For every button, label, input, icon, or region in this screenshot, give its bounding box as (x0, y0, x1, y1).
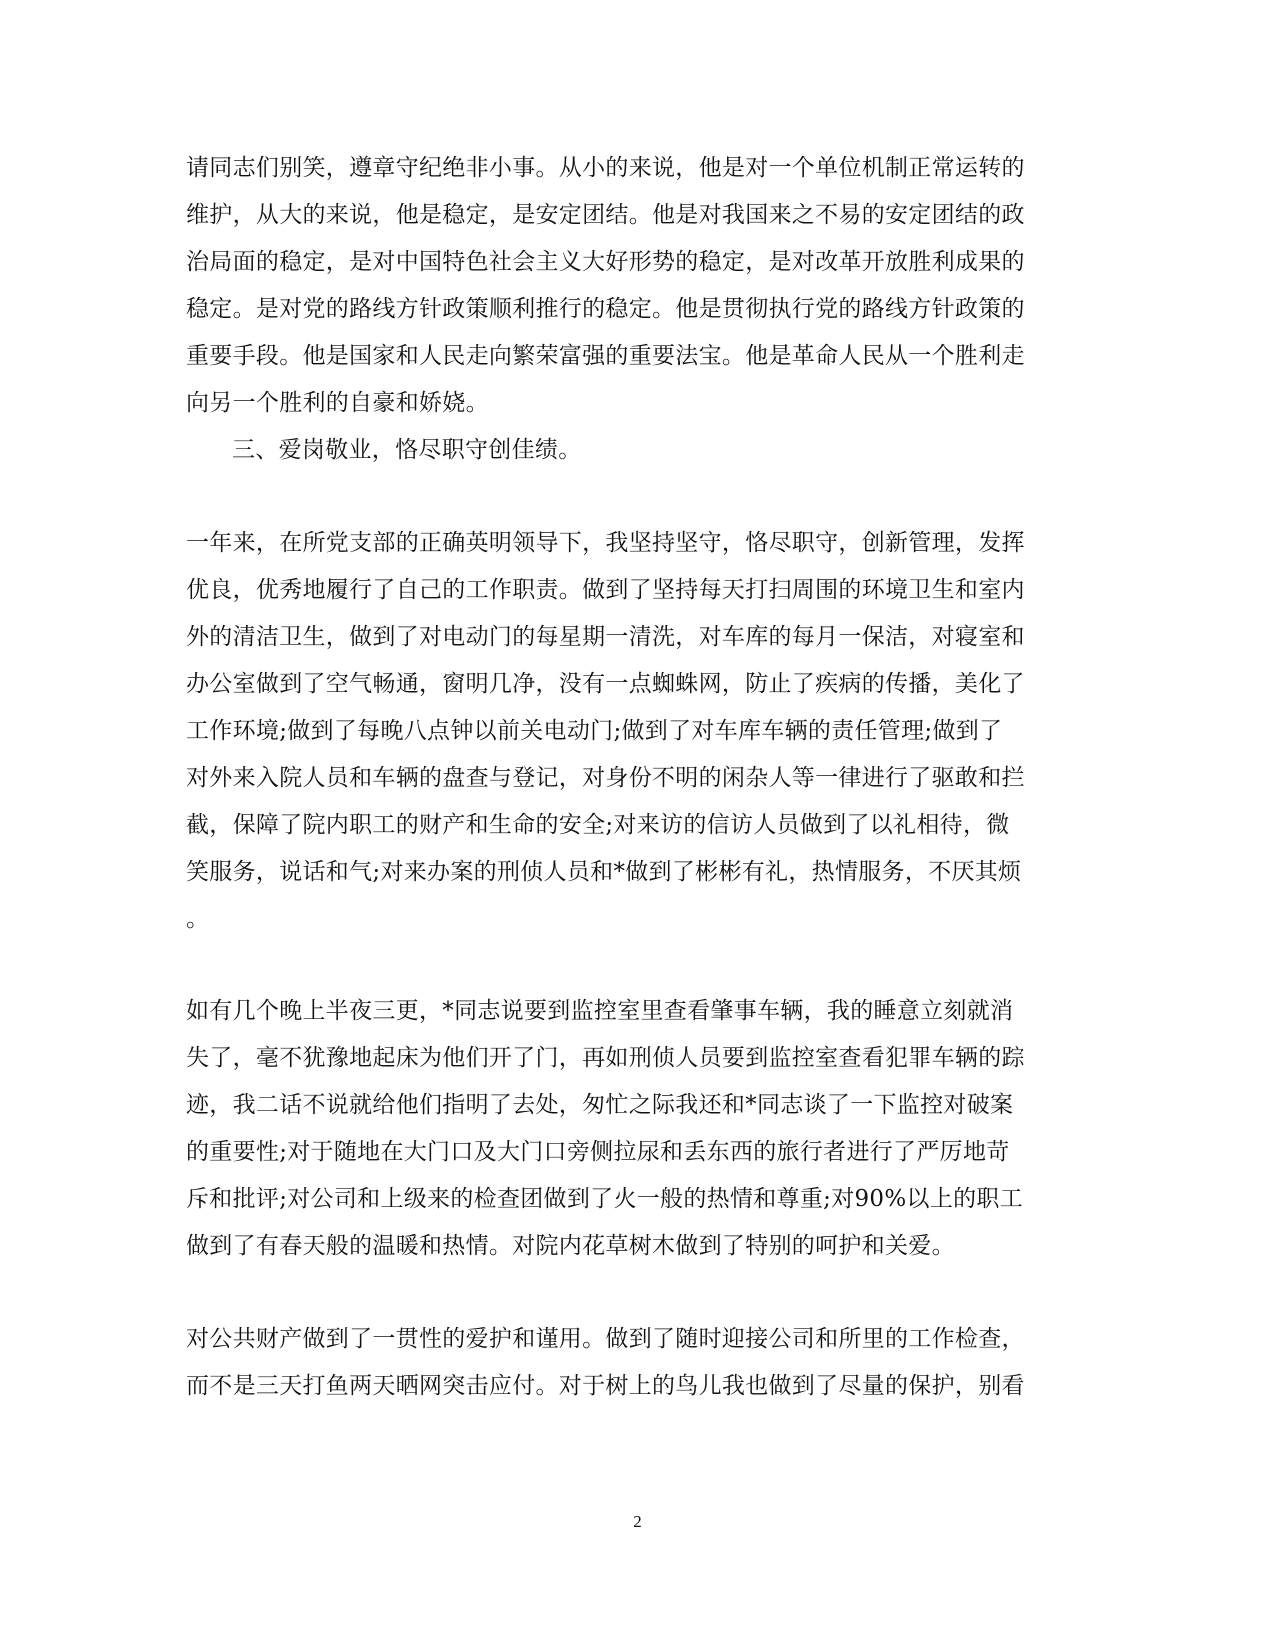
text-line: 的重要性;对于随地在大门口及大门口旁侧拉尿和丢东西的旅行者进行了严厉地苛 (186, 1139, 1010, 1165)
text-line: 工作环境;做到了每晚八点钟以前关电动门;做到了对车库车辆的责任管理;做到了 (186, 718, 1003, 744)
text-line: 斥和批评;对公司和上级来的检查团做到了火一般的热情和尊重;对90%以上的职工 (186, 1186, 1024, 1212)
text-line: 失了，毫不犹豫地起床为他们开了门，再如刑侦人员要到监控室查看犯罪车辆的踪 (186, 1045, 1025, 1071)
text-line: 一年来，在所党支部的正确英明领导下，我坚持坚守，恪尽职守，创新管理，发挥 (186, 530, 1025, 556)
page-number: 2 (633, 1512, 642, 1531)
text-line: 截，保障了院内职工的财产和生命的安全;对来访的信访人员做到了以礼相待，微 (186, 812, 1010, 838)
text-line: 做到了有春天般的温暖和热情。对院内花草树木做到了特别的呵护和关爱。 (186, 1233, 955, 1259)
text-line: 维护，从大的来说，他是稳定，是安定团结。他是对我国来之不易的安定团结的政 (186, 202, 1025, 228)
text-line: 而不是三天打鱼两天晒网突击应付。对于树上的鸟儿我也做到了尽量的保护，别看 (186, 1373, 1025, 1399)
text-line: 重要手段。他是国家和人民走向繁荣富强的重要法宝。他是革命人民从一个胜利走 (186, 343, 1025, 369)
text-line: 请同志们别笑，遵章守纪绝非小事。从小的来说，他是对一个单位机制正常运转的 (186, 155, 1025, 181)
section-heading: 三、爱岗敬业，恪尽职守创佳绩。 (232, 437, 582, 463)
text-line: 向另一个胜利的自豪和娇娆。 (186, 390, 489, 416)
text-line: 稳定。是对党的路线方针政策顺利推行的稳定。他是贯彻执行党的路线方针政策的 (186, 296, 1025, 322)
text-line: 外的清洁卫生，做到了对电动门的每星期一清洗，对车库的每月一保洁，对寝室和 (186, 624, 1025, 650)
text-line: 如有几个晚上半夜三更，*同志说要到监控室里查看肇事车辆，我的睡意立刻就消 (186, 998, 1014, 1024)
text-line: 对外来入院人员和车辆的盘查与登记，对身份不明的闲杂人等一律进行了驱敢和拦 (186, 765, 1025, 791)
text-line: 迹，我二话不说就给他们指明了去处，匆忙之际我还和*同志谈了一下监控对破案 (186, 1092, 1014, 1118)
text-line: 办公室做到了空气畅通，窗明几净，没有一点蜘蛛网，防止了疾病的传播，美化了 (186, 671, 1025, 697)
text-line: 优良，优秀地履行了自己的工作职责。做到了坚持每天打扫周围的环境卫生和室内 (186, 577, 1025, 603)
text-line: 。 (186, 906, 210, 932)
text-line: 对公共财产做到了一贯性的爱护和谨用。做到了随时迎接公司和所里的工作检查， (186, 1326, 1025, 1352)
text-line: 治局面的稳定，是对中国特色社会主义大好形势的稳定，是对改革开放胜利成果的 (186, 249, 1025, 275)
text-line: 笑服务，说话和气;对来办案的刑侦人员和*做到了彬彬有礼，热情服务，不厌其烦 (186, 859, 1022, 885)
